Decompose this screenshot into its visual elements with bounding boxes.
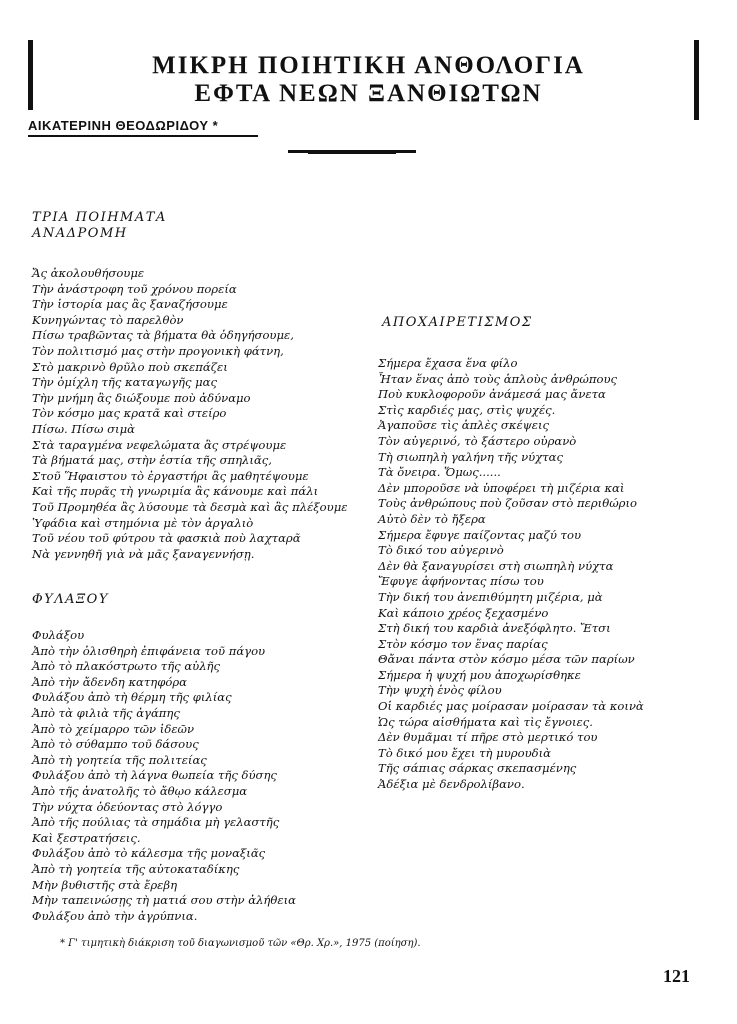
poem-line: Καὶ τῆς πυρᾶς τὴ γνωριμία ἂς κάνουμε καὶ πάλι bbox=[32, 484, 319, 499]
poem-line: Τὴν μνήμη ἂς διώξουμε ποὺ ἀδύναμο bbox=[32, 390, 251, 405]
poem3-body bbox=[378, 356, 644, 793]
poem-line: Ἄς ἀκολουθήσουμε bbox=[32, 266, 145, 280]
poem-line: Σήμερα ἔφυγε παίζοντας μαζύ του bbox=[378, 527, 582, 542]
poem-line: Καὶ ξεστρατήσεις. bbox=[32, 830, 141, 845]
poem1-title: ΑΝΑΔΡΟΜΗ bbox=[32, 226, 128, 241]
poem-line: Τὸν πολιτισμό μας στὴν προγονικὴ φάτνη, bbox=[32, 343, 284, 358]
poem1-body bbox=[32, 266, 347, 562]
poem-line: Φυλάξου ἀπὸ τὴ θέρμη τῆς φιλίας bbox=[32, 690, 232, 705]
page-title-line2: ΕΦΤΑ ΝΕΩΝ ΞΑΝΘΙΩΤΩΝ bbox=[194, 80, 543, 107]
poem-line: Κυνηγώντας τὸ παρελθὸν bbox=[32, 312, 184, 327]
poem-line: Ἦταν ἕνας ἀπὸ τοὺς ἁπλοὺς ἀνθρώπους bbox=[378, 371, 617, 386]
poem-line: Τὴν δική του ἀνεπιθύμητη μιζέρια, μὰ bbox=[378, 589, 603, 604]
poem-line: Ἀπὸ τὸ πλακόστρωτο τῆς αὐλῆς bbox=[32, 659, 220, 674]
poem-line: Τὸ δικό μου ἔχει τὴ μυρουδιὰ bbox=[378, 745, 551, 760]
center-divider bbox=[288, 150, 416, 153]
poem-line: Τοῦ νέου τοῦ φύτρου τὰ φασκιὰ ποὺ λαχταρᾶ bbox=[32, 531, 301, 546]
poem-line: Τοὺς ἀνθρώπους ποὺ ζοῦσαν στὸ περιθώριο bbox=[378, 496, 637, 511]
poem-line: Ἔφυγε ἀφήνοντας πίσω του bbox=[378, 574, 544, 589]
poem-line: Τὰ ὄνειρα. Ὅμως...... bbox=[378, 465, 501, 480]
poem-line: Ἀπὸ τὸ σύθαμπο τοῦ δάσους bbox=[32, 737, 199, 752]
poem-line: Στὸ μακρινὸ θρῦλο ποὺ σκεπάζει bbox=[32, 359, 228, 374]
poem-line: Τὴν ἱστορία μας ἂς ξαναζήσουμε bbox=[32, 297, 228, 312]
author-underline bbox=[28, 135, 258, 137]
poem-line: Οἱ καρδιές μας μοίρασαν μοίρασαν τὰ κοινὰ bbox=[378, 699, 644, 714]
poem-line: Δὲν θὰ ξαναγυρίσει στὴ σιωπηλὴ νύχτα bbox=[378, 558, 614, 573]
poem-line: Στὰ ταραγμένα νεφελώματα ἂς στρέψουμε bbox=[32, 437, 287, 452]
poem-line: Τὴν ὁμίχλη τῆς καταγωγῆς μας bbox=[32, 375, 217, 390]
section-title: ΤΡΙΑ ΠΟΙΗΜΑΤΑ bbox=[32, 210, 167, 225]
poem-line: Καὶ κάποιο χρέος ξεχασμένο bbox=[378, 605, 549, 620]
poem-line: Τὴν ψυχὴ ἑνὸς φίλου bbox=[378, 683, 502, 698]
poem-line: Τὰ βήματά μας, στὴν ἑστία τῆς σπηλιᾶς, bbox=[32, 453, 272, 468]
poem-line: Πίσω. Πίσω σιμὰ bbox=[32, 421, 135, 436]
poem-line: Ἀπὸ τὸ χείμαρρο τῶν ἰδεῶν bbox=[32, 721, 195, 736]
poem-line: Δὲν θυμᾶμαι τί πῆρε στὸ μερτικό του bbox=[378, 730, 598, 745]
poem-line: Ἀπὸ τῆς πούλιας τὰ σημάδια μὴ γελαστῆς bbox=[32, 815, 280, 830]
poem-line: Φυλάξου ἀπὸ τὴν ἀγρύπνια. bbox=[32, 908, 198, 923]
poem-line: Τὸ δικό του αὐγερινὸ bbox=[378, 543, 504, 558]
poem-line: Ἀδέξια μὲ δενδρολίβανο. bbox=[378, 777, 525, 792]
poem-line: Μὴν ταπεινώσῃς τὴ ματιά σου στὴν ἀλήθεια bbox=[32, 893, 296, 908]
poem-line: Ἀπὸ τὴ γοητεία τῆς πολιτείας bbox=[32, 752, 207, 767]
poem-line: Στὸν κόσμο τον ἕνας παρίας bbox=[378, 636, 548, 651]
poem-line: Φυλάξου ἀπὸ τὴ λάγνα θωπεία τῆς δύσης bbox=[32, 768, 277, 783]
poem3-title: ΑΠΟΧΑΙΡΕΤΙΣΜΟΣ bbox=[382, 315, 533, 330]
poem-line: Δὲν μποροῦσε νὰ ὑποφέρει τὴ μιζέρια καὶ bbox=[378, 480, 625, 495]
poem-line: Στὶς καρδιές μας, στὶς ψυχές. bbox=[378, 402, 556, 417]
poem-line: Ὑφάδια καὶ στημόνια μὲ τὸν ἀργαλιὸ bbox=[32, 515, 254, 530]
poem-line: Σήμερα ἔχασα ἕνα φίλο bbox=[378, 356, 518, 370]
poem-line: Φυλάξου ἀπὸ τὸ κάλεσμα τῆς μοναξιᾶς bbox=[32, 846, 266, 861]
poem-line: Στοῦ Ἥφαιστου τὸ ἐργαστήρι ἂς μαθητέψουμε bbox=[32, 468, 309, 483]
poem-line: Ὡς τώρα αἰσθήματα καὶ τὶς ἔγνοιες. bbox=[378, 714, 593, 729]
poem-line: Πίσω τραβῶντας τὰ βήματα θὰ ὁδηγήσουμε, bbox=[32, 328, 294, 343]
poem-line: Ποὺ κυκλοφοροῦν ἀνάμεσά μας ἄνετα bbox=[378, 387, 606, 402]
poem2-title: ΦΥΛΑΞΟΥ bbox=[32, 592, 109, 607]
page-number: 121 bbox=[663, 966, 690, 986]
footnote: * Γ' τιμητικὴ διάκριση τοῦ διαγωνισμοῦ τῶν «Θρ. Χρ.», 1975 (ποίηση). bbox=[60, 938, 421, 949]
poem-line: Στὴ δική του καρδιὰ ἀνεξόφλητο. Ἔτσι bbox=[378, 621, 611, 636]
poem-line: Ἀπὸ τὴ γοητεία τῆς αὐτοκαταδίκης bbox=[32, 861, 240, 876]
page-title-line1: ΜΙΚΡΗ ΠΟΙΗΤΙΚΗ ΑΝΘΟΛΟΓΙΑ bbox=[152, 52, 585, 79]
poem-line: Ἀπὸ τὴν ὀλισθηρὴ ἐπιφάνεια τοῦ πάγου bbox=[32, 643, 266, 658]
poem-line: Θἄναι πάντα στὸν κόσμο μέσα τῶν παρίων bbox=[378, 652, 635, 667]
poem-line: Μὴν βυθιστῆς στὰ ἔρεβη bbox=[32, 877, 178, 892]
poem-line: Τὴν νύχτα ὁδεύοντας στὸ λόγγο bbox=[32, 799, 223, 814]
author-name: ΑΙΚΑΤΕΡΙΝΗ ΘΕΟΔΩΡΙΔΟΥ * bbox=[28, 118, 219, 133]
poem-line: Ἀγαποῦσε τὶς ἁπλὲς σκέψεις bbox=[378, 418, 550, 433]
poem-line: Σήμερα ἡ ψυχή μου ἀποχωρίσθηκε bbox=[378, 667, 581, 682]
poem-line: Αὐτὸ δὲν τὸ ἤξερα bbox=[378, 511, 486, 526]
poem-line: Τοῦ Προμηθέα ἂς λύσουμε τὰ δεσμὰ καὶ ἂς πλέξουμε bbox=[32, 499, 348, 514]
poem-line: Ἀπὸ τῆς ἀνατολῆς τὸ ἄθῳο κάλεσμα bbox=[32, 783, 248, 798]
poem-line: Νὰ γεννηθῆ γιὰ νὰ μᾶς ξαναγεννήσῃ. bbox=[32, 546, 255, 561]
poem-line: Φυλάξου bbox=[32, 628, 85, 642]
poem2-body bbox=[32, 628, 296, 924]
poem-line: Τῆς σάπιας σάρκας σκεπασμένης bbox=[378, 761, 577, 776]
poem-line: Τὴ σιωπηλὴ γαλήνη τῆς νύχτας bbox=[378, 449, 563, 464]
poem-line: Ἀπὸ τὰ φιλιὰ τῆς ἀγάπης bbox=[32, 705, 180, 720]
poem-line: Ἀπὸ τὴν ἄδενδη κατηφόρα bbox=[32, 674, 187, 689]
poem-line: Τὸν κόσμο μας κρατᾶ καὶ στείρο bbox=[32, 406, 227, 421]
poem-line: Τὸν αὐγερινό, τὸ ξάστερο οὐρανὸ bbox=[378, 433, 577, 448]
poem-line: Τὴν ἀνάστροφη τοῦ χρόνου πορεία bbox=[32, 281, 237, 296]
